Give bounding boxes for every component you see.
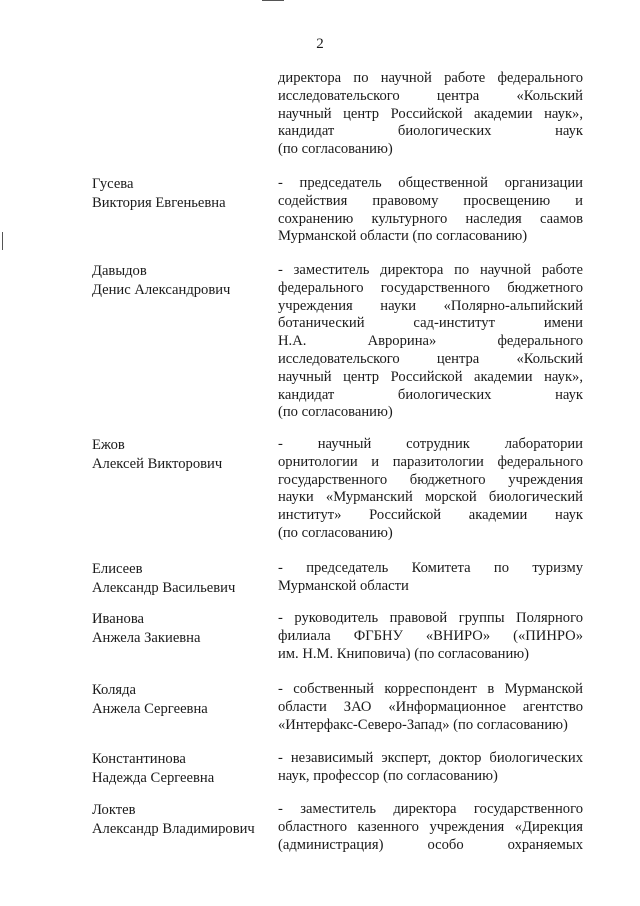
position-line: федерального государственного бюджетного (278, 279, 583, 296)
position-line: исследовательского центра «Кольский (278, 87, 583, 104)
position-line: научный центр Российской академии наук», (278, 368, 583, 385)
scan-mark-left (2, 232, 3, 250)
member-given-names: Анжела Сергеевна (92, 701, 208, 717)
position-line: Мурманской области (278, 577, 409, 594)
member-given-names: Надежда Сергеевна (92, 770, 215, 786)
member-given-names: Виктория Евгеньевна (92, 195, 226, 211)
position-line: - председатель общественной организации (278, 175, 583, 191)
member-position (278, 436, 583, 543)
position-line: (по согласованию) (278, 404, 393, 421)
position-line: директора по научной работе федерального (278, 70, 583, 86)
scan-mark-top (262, 0, 284, 1)
position-line: (по согласованию) (278, 524, 393, 541)
member-position (278, 610, 583, 663)
member-surname: Ежов (92, 437, 125, 453)
position-line: сохранению культурного наследия саамов (278, 210, 583, 227)
position-line: (по согласованию) (278, 141, 393, 158)
member-name (92, 610, 272, 648)
position-line: - заместитель директора государственного (278, 801, 583, 817)
position-line: областного казенного учреждения «Дирекция (278, 818, 583, 835)
position-line: Н.А. Аврорина» федерального (278, 333, 583, 350)
position-line: - собственный корреспондент в Мурманской (278, 681, 583, 697)
position-line: кандидат биологических наук (278, 123, 583, 140)
position-line: - руководитель правовой группы Полярного (278, 610, 583, 626)
position-line: «Интерфакс-Северо-Запад» (по согласованию) (278, 716, 568, 733)
member-surname: Константинова (92, 751, 186, 767)
position-line: Мурманской области (по согласованию) (278, 228, 528, 245)
position-line: - заместитель директора по научной работе (278, 262, 583, 278)
member-position (278, 70, 583, 159)
member-given-names: Александр Владимирович (92, 821, 255, 837)
page-number: 2 (316, 36, 324, 52)
position-line: (администрация) особо охраняемых (278, 836, 583, 853)
member-position (278, 750, 583, 786)
position-line: наук, профессор (по согласованию) (278, 767, 498, 784)
member-name (92, 175, 272, 213)
member-name (92, 681, 272, 719)
member-position (278, 262, 583, 422)
member-position (278, 560, 583, 596)
position-line: исследовательского центра «Кольский (278, 350, 583, 367)
position-line: им. Н.М. Книповича) (по согласованию) (278, 645, 530, 662)
position-line: государственного бюджетного учреждения (278, 471, 583, 488)
member-given-names: Анжела Закиевна (92, 630, 201, 646)
member-name (92, 560, 272, 598)
position-line: научный центр Российской академии наук», (278, 105, 583, 122)
member-name (92, 801, 272, 839)
position-line: учреждения науки «Полярно-альпийский (278, 297, 583, 314)
position-line: филиала ФГБНУ «ВНИРО» («ПИНРО» (278, 627, 583, 644)
position-line: науки «Мурманский морской биологический (278, 489, 583, 506)
position-line: - независимый эксперт, доктор биологических (278, 750, 583, 766)
member-surname: Елисеев (92, 561, 143, 577)
member-given-names: Александр Васильевич (92, 580, 236, 596)
member-name (92, 436, 272, 474)
position-line: - председатель Комитета по туризму (278, 560, 583, 576)
member-position (278, 681, 583, 734)
position-line: содействия правовому просвещению и (278, 192, 583, 209)
position-line: кандидат биологических наук (278, 386, 583, 403)
member-surname: Давыдов (92, 263, 147, 279)
member-surname: Коляда (92, 682, 137, 698)
member-name (92, 750, 272, 788)
member-surname: Гусева (92, 176, 134, 192)
position-line: - научный сотрудник лаборатории (278, 436, 583, 452)
position-line: институт» Российской академии наук (278, 507, 583, 524)
member-position (278, 801, 583, 854)
member-name (92, 262, 272, 300)
member-given-names: Алексей Викторович (92, 456, 223, 472)
position-line: области ЗАО «Информационное агентство (278, 698, 583, 715)
member-surname: Иванова (92, 611, 144, 627)
member-position (278, 175, 583, 246)
position-line: орнитологии и паразитологии федерального (278, 453, 583, 470)
position-line: ботанический сад-институт имени (278, 315, 583, 332)
member-surname: Локтев (92, 802, 136, 818)
member-given-names: Денис Александрович (92, 282, 231, 298)
